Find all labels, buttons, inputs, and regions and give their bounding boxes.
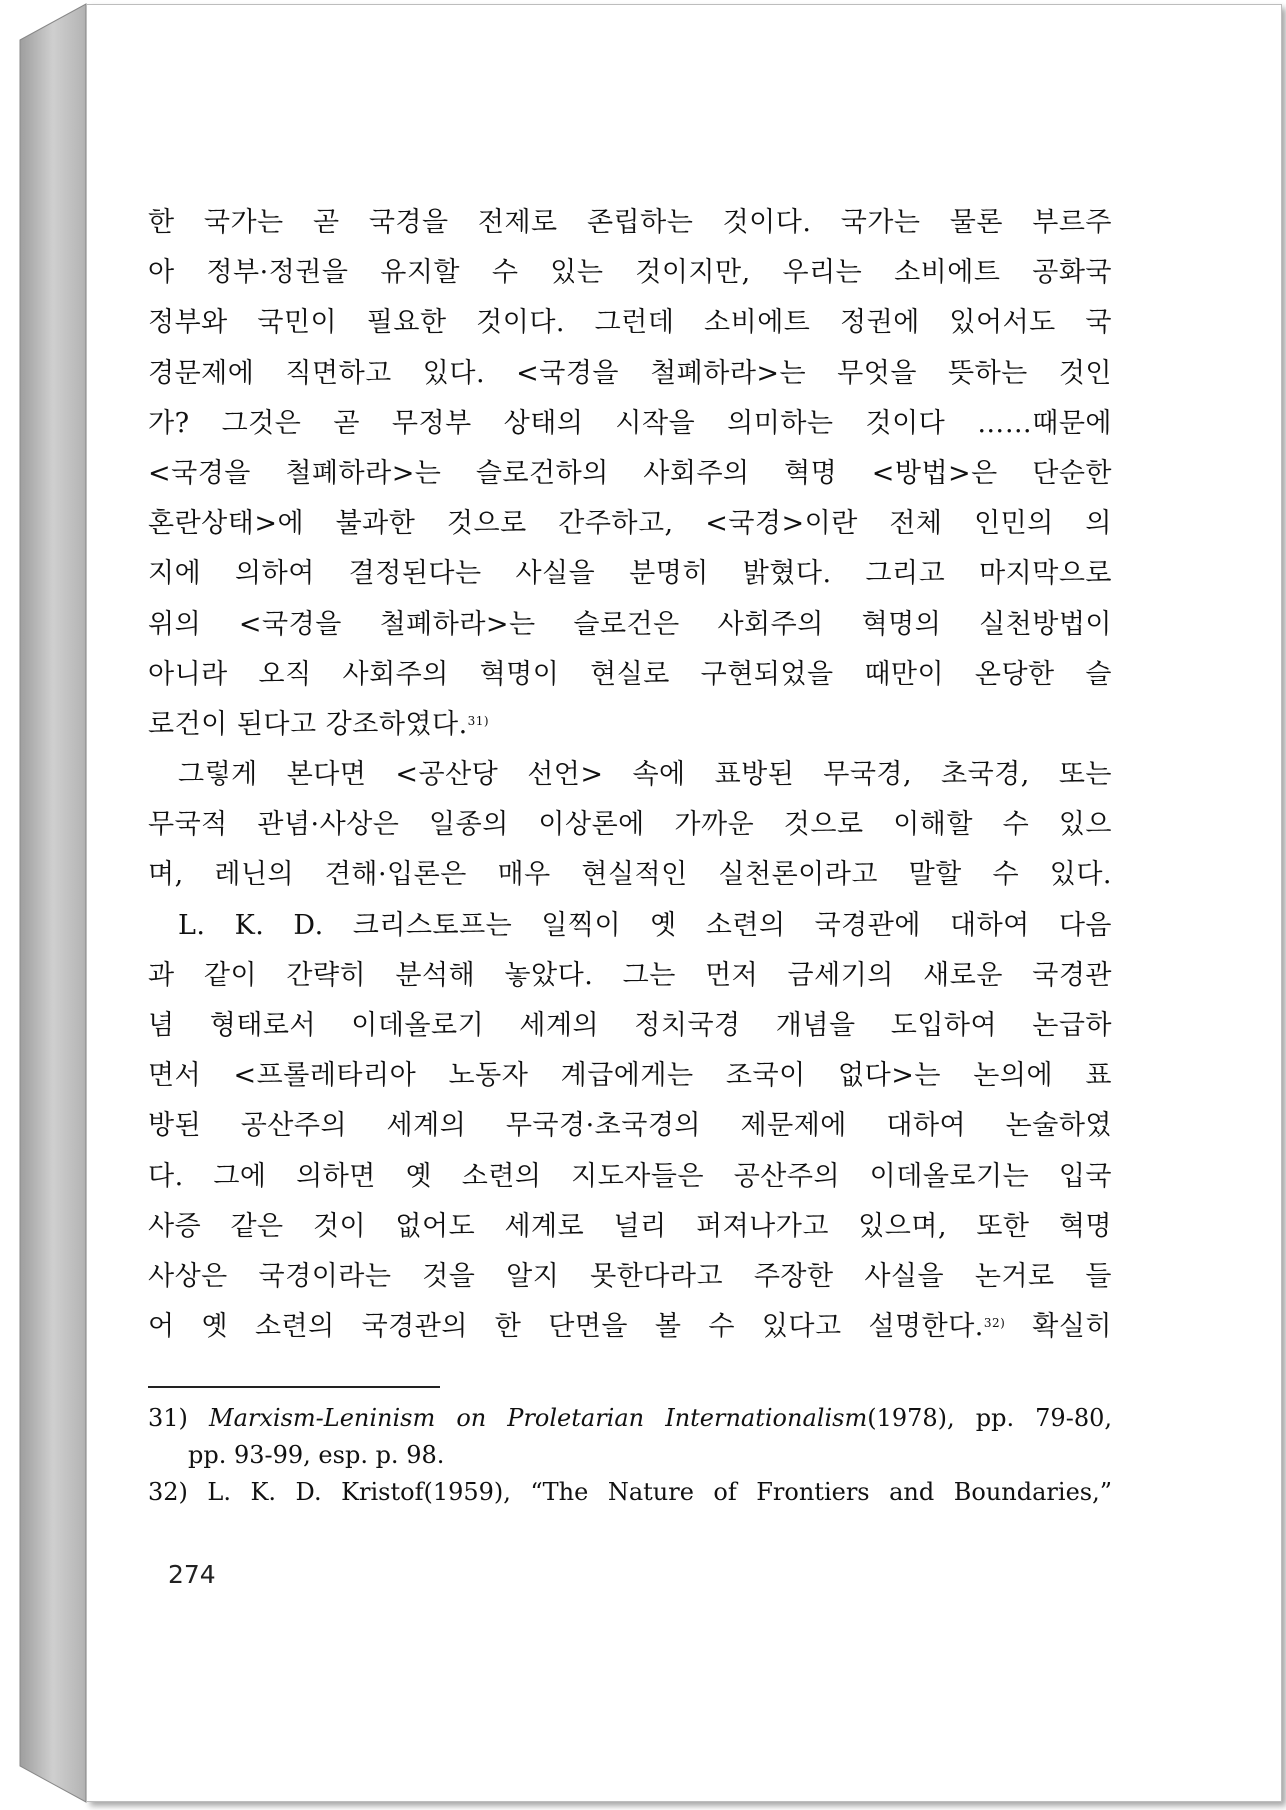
text-line: 아 정부·정권을 유지할 수 있는 것이지만, 우리는 소비에트 공화국 [148,257,1112,289]
footnote-text: (1978), pp. 79-80, [867,1404,1112,1432]
text-line-content: 로건이 된다고 강조하였다. [148,708,468,740]
text-line: 면서 <프롤레타리아 노동자 계급에게는 조국이 없다>는 논의에 표 [148,1060,1112,1092]
text-line: 며, 레닌의 견해·입론은 매우 현실적인 실천론이라고 말할 수 있다. [148,859,1112,891]
text-line: <국경을 철폐하라>는 슬로건하의 사회주의 혁명 <방법>은 단순한 [148,457,1112,489]
text-line: 아니라 오직 사회주의 혁명이 현실로 구현되었을 때만이 온당한 슬 [148,658,1112,690]
text-line: 다. 그에 의하면 옛 소련의 지도자들은 공산주의 이데올로기는 입국 [148,1160,1112,1192]
text-line [148,700,1112,750]
text-line-tail: 확실히 [1032,1311,1112,1343]
footnote-ref-31: 31) [467,713,490,728]
text-line: 념 형태로서 이데올로기 세계의 정치국경 개념을 도입하여 논급하 [148,1010,1112,1041]
footnote-divider [148,1386,440,1388]
footnote-text: L. K. D. Kristof(1959), “The Nature of Frontiers and Boundaries,” [207,1478,1112,1506]
text-line: 과 같이 간략히 분석해 놓았다. 그는 먼저 금세기의 새로운 국경관 [148,959,1112,991]
footnote-title: Marxism-Leninism on Proletarian Internationalism [209,1404,868,1432]
text-line: 가? 그것은 곧 무정부 상태의 시작을 의미하는 것이다 ……때문에 [148,407,1112,439]
footnotes [148,1400,1112,1511]
text-line: 사증 같은 것이 없어도 세계로 널리 퍼져나가고 있으며, 또한 혁명 [148,1210,1112,1242]
text-line: 그렇게 본다면 <공산당 선언> 속에 표방된 무국경, 초국경, 또는 [178,759,1112,791]
footnote-number: 32) [148,1478,188,1506]
footnote-31-continued: pp. 93-99, esp. p. 98. [188,1441,445,1469]
footnote-number: 31) [148,1404,188,1432]
footnote-ref-32: 32) [983,1316,1006,1331]
body-text [148,198,1112,1352]
footnote-32 [148,1474,1112,1511]
text-line: 혼란상태>에 불과한 것으로 간주하고, <국경>이란 전체 인민의 의 [148,508,1112,540]
text-line: 지에 의하여 결정된다는 사실을 분명히 밝혔다. 그리고 마지막으로 [148,558,1112,590]
footnote-31 [148,1400,1112,1437]
text-line-content: 어 옛 소련의 국경관의 한 단면을 볼 수 있다고 설명한다. [148,1311,984,1343]
text-line: 위의 <국경을 철폐하라>는 슬로건은 사회주의 혁명의 실천방법이 [148,608,1112,640]
text-line: 무국적 관념·사상은 일종의 이상론에 가까운 것으로 이해할 수 있으 [148,809,1112,841]
text-line: 정부와 국민이 필요한 것이다. 그런데 소비에트 정권에 있어서도 국 [148,307,1112,339]
text-line: 한 국가는 곧 국경을 전제로 존립하는 것이다. 국가는 물론 부르주 [148,207,1112,238]
text-line: L. K. D. 크리스토프는 일찍이 옛 소련의 국경관에 대하여 다음 [178,909,1112,941]
text-line: 사상은 국경이라는 것을 알지 못한다라고 주장한 사실을 논거로 들 [148,1260,1112,1292]
text-line [148,1302,1112,1352]
text-line: 경문제에 직면하고 있다. <국경을 철폐하라>는 무엇을 뜻하는 것인 [148,357,1112,389]
page-number: 274 [168,1560,216,1589]
text-line: 방된 공산주의 세계의 무국경·초국경의 제문제에 대하여 논술하였 [148,1110,1112,1142]
